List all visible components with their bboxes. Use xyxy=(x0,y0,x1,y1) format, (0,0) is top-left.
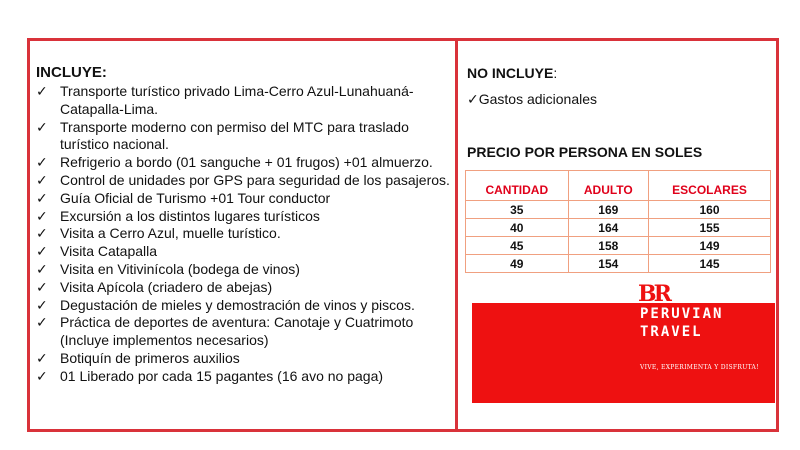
includes-section xyxy=(36,64,451,386)
check-icon: ✓ xyxy=(36,314,48,331)
list-item: ✓ Visita en Vitivinícola (bodega de vinos) xyxy=(36,260,300,277)
check-icon: ✓ xyxy=(36,154,48,171)
list-item: ✓ Control de unidades por GPS para seguridad de los pasajeros. xyxy=(36,171,450,188)
column-divider xyxy=(455,38,458,432)
header-cantidad: CANTIDAD xyxy=(466,171,569,201)
cell-escolares: 155 xyxy=(649,219,771,237)
not-included-section xyxy=(467,64,772,161)
table-header-row xyxy=(466,171,771,201)
check-icon: ✓ xyxy=(36,296,48,313)
table-row xyxy=(466,255,771,273)
cell-cantidad: 40 xyxy=(466,219,569,237)
cell-adulto: 158 xyxy=(568,237,648,255)
check-icon: ✓ xyxy=(36,349,48,366)
brand-slogan: VIVE, EXPERIMENTA Y DISFRUTA! xyxy=(640,364,759,371)
header-adulto: ADULTO xyxy=(568,171,648,201)
check-icon: ✓ xyxy=(36,207,48,224)
check-icon: ✓ xyxy=(36,189,48,206)
table-row xyxy=(466,201,771,219)
cell-cantidad: 45 xyxy=(466,237,569,255)
list-item: ✓ Degustación de mieles y demostración de vinos y piscos. xyxy=(36,296,415,313)
check-icon: ✓ xyxy=(36,83,48,99)
list-item: ✓ Transporte turístico privado Lima-Cerro Azul-Lunahuaná-Catapalla-Lima. xyxy=(36,83,414,117)
brand-logo-icon: BR xyxy=(638,281,669,307)
cell-cantidad: 35 xyxy=(466,201,569,219)
list-item: ✓ Botiquín de primeros auxilios xyxy=(36,349,240,366)
check-icon: ✓ xyxy=(36,367,48,384)
cell-cantidad: 49 xyxy=(466,255,569,273)
list-item: ✓ Refrigerio a bordo (01 sanguche + 01 frugos) +01 almuerzo. xyxy=(36,154,433,171)
price-title: PRECIO POR PERSONA EN SOLES xyxy=(467,144,703,160)
not-included-item: ✓Gastos adicionales xyxy=(467,91,598,107)
brand-name-line1: PERUVIAN xyxy=(640,306,724,322)
brand-name-line2: TRAVEL xyxy=(640,324,703,340)
check-icon: ✓ xyxy=(36,260,48,277)
price-table xyxy=(465,170,771,273)
table-row xyxy=(466,219,771,237)
header-escolares: ESCOLARES xyxy=(649,171,771,201)
cell-escolares: 160 xyxy=(649,201,771,219)
list-item: ✓ Excursión a los distintos lugares turísticos xyxy=(36,207,320,224)
check-icon: ✓ xyxy=(36,118,48,135)
check-icon: ✓ xyxy=(36,171,48,188)
includes-title: INCLUYE: xyxy=(36,64,107,81)
check-icon: ✓ xyxy=(36,225,48,242)
list-item: ✓ Transporte moderno con permiso del MTC para traslado turístico nacional. xyxy=(36,118,409,153)
list-item: ✓ Visita Apícola (criadero de abejas) xyxy=(36,278,273,295)
check-icon: ✓ xyxy=(36,278,48,295)
cell-escolares: 149 xyxy=(649,237,771,255)
list-item: ✓ 01 Liberado por cada 15 pagantes (16 avo no paga) xyxy=(36,367,384,384)
list-item: ✓ Práctica de deportes de aventura: Canotaje y Cuatrimoto (Incluye implementos necesarios) xyxy=(36,314,414,349)
cell-adulto: 154 xyxy=(568,255,648,273)
cell-adulto: 169 xyxy=(568,201,648,219)
brand-banner xyxy=(472,303,775,403)
includes-list xyxy=(36,83,451,386)
list-item: ✓ Visita a Cerro Azul, muelle turístico. xyxy=(36,225,281,242)
check-icon: ✓ xyxy=(36,243,48,260)
list-item: ✓ Guía Oficial de Turismo +01 Tour conductor xyxy=(36,189,331,206)
cell-adulto: 164 xyxy=(568,219,648,237)
cell-escolares: 145 xyxy=(649,255,771,273)
not-included-title: NO INCLUYE: xyxy=(467,65,558,81)
list-item: ✓ Visita Catapalla xyxy=(36,243,158,260)
table-row xyxy=(466,237,771,255)
